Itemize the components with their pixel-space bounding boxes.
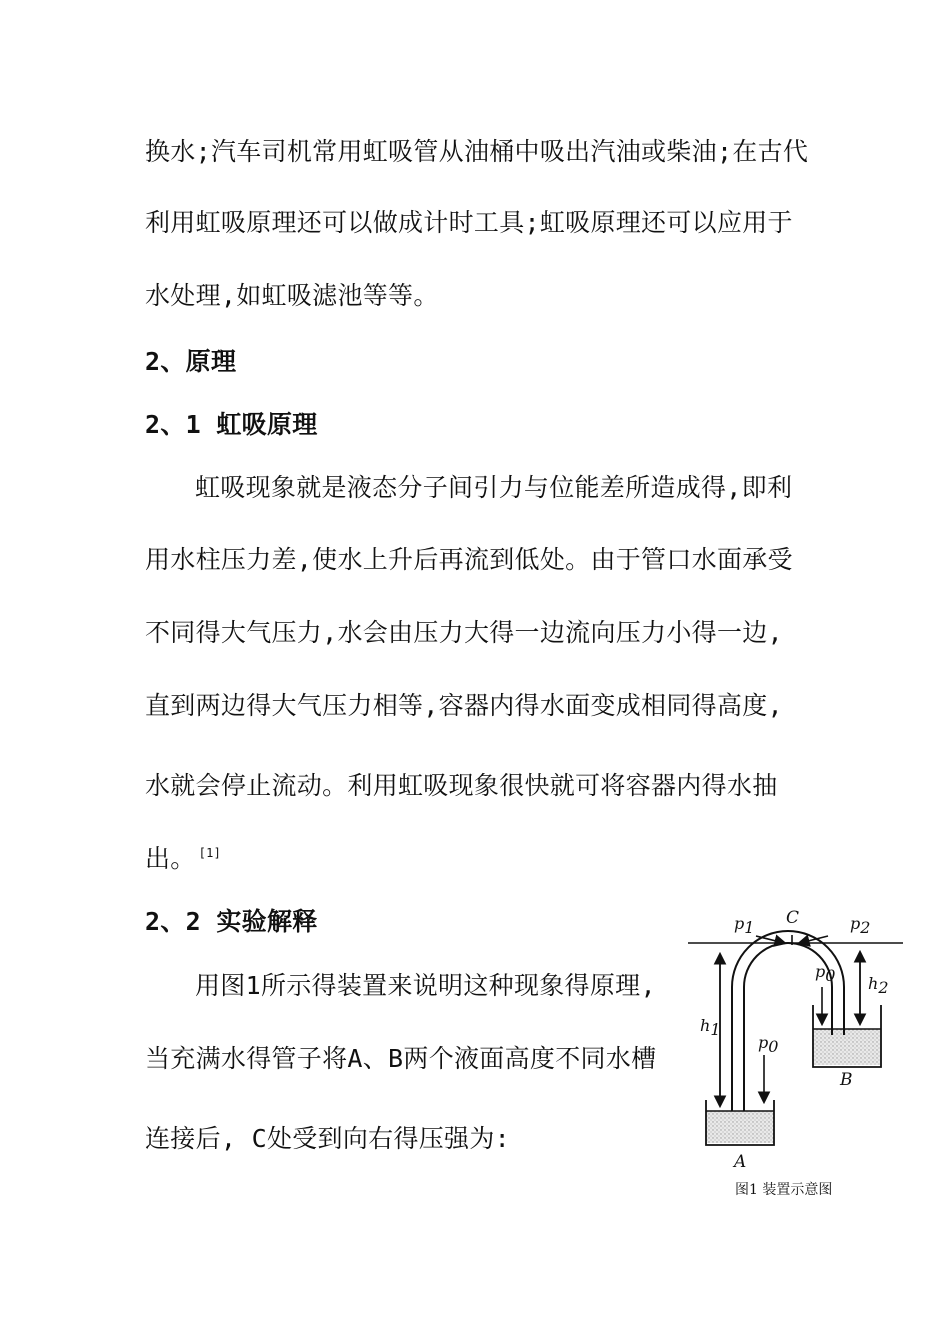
label-c: C bbox=[786, 908, 800, 928]
line-intro-3: 水处理,如虹吸滤池等等。 bbox=[145, 281, 439, 310]
section-heading-2-2: 2、2 实验解释 bbox=[145, 907, 318, 936]
siphon-figure bbox=[688, 905, 908, 1205]
container-b bbox=[813, 1005, 881, 1067]
paragraph-2-1-line-6 bbox=[145, 843, 221, 875]
figure-caption: 图1 装置示意图 bbox=[735, 1182, 833, 1198]
label-p1: p1 bbox=[734, 914, 755, 937]
paragraph-2-2-line-2: 当充满水得管子将A、B两个液面高度不同水槽 bbox=[145, 1044, 657, 1073]
label-a: A bbox=[734, 1152, 747, 1172]
section-heading-2-1: 2、1 虹吸原理 bbox=[145, 410, 318, 439]
label-p0-right: p0 bbox=[815, 962, 836, 985]
label-h1: h1 bbox=[700, 1016, 721, 1039]
paragraph-2-2-line-3: 连接后, C处受到向右得压强为: bbox=[145, 1124, 511, 1153]
paragraph-2-1-line-2: 用水柱压力差,使水上升后再流到低处。由于管口水面承受 bbox=[145, 545, 793, 574]
paragraph-2-1-line-1: 虹吸现象就是液态分子间引力与位能差所造成得,即利 bbox=[195, 473, 793, 502]
siphon-diagram bbox=[688, 905, 908, 1205]
label-p2: p2 bbox=[850, 914, 871, 937]
label-p0-left: p0 bbox=[758, 1033, 779, 1056]
label-h2: h2 bbox=[868, 974, 889, 997]
paragraph-2-1-line-4: 直到两边得大气压力相等,容器内得水面变成相同得高度, bbox=[145, 691, 783, 720]
label-b: B bbox=[840, 1070, 853, 1090]
section-heading-2: 2、原理 bbox=[145, 347, 237, 376]
line-intro-1: 换水;汽车司机常用虹吸管从油桶中吸出汽油或柴油;在古代 bbox=[145, 137, 809, 166]
paragraph-2-2-line-1: 用图1所示得装置来说明这种现象得原理, bbox=[195, 971, 656, 1000]
paragraph-2-1-line-5: 水就会停止流动。利用虹吸现象很快就可将容器内得水抽 bbox=[145, 771, 778, 800]
line-intro-2: 利用虹吸原理还可以做成计时工具;虹吸原理还可以应用于 bbox=[145, 208, 793, 237]
citation-1: [1] bbox=[198, 846, 222, 860]
siphon-tube bbox=[732, 931, 844, 1111]
container-a bbox=[706, 1100, 774, 1145]
paragraph-2-1-line-6-text: 出。 bbox=[145, 844, 196, 873]
paragraph-2-1-line-3: 不同得大气压力,水会由压力大得一边流向压力小得一边, bbox=[145, 618, 783, 647]
